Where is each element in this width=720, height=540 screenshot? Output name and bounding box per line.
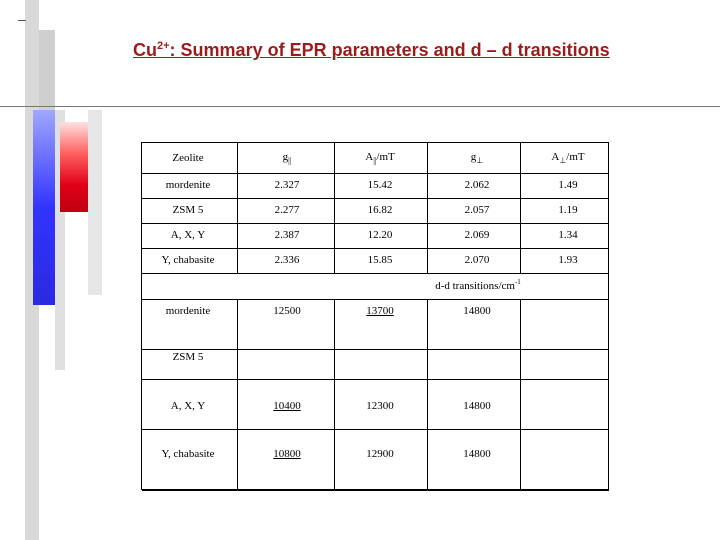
epr-value: 15.85 [367,254,393,266]
title-charge: 2+ [157,40,170,52]
dd-value: 12300 [366,400,394,412]
table-rule [427,299,428,490]
epr-value: 1.19 [558,204,578,216]
decor-bar-blue [33,110,55,305]
epr-value: 12.20 [367,229,393,241]
decor-bar-gray [88,110,102,295]
table-rule [237,299,238,490]
dd-value: 10400 [273,400,301,412]
header-g-perp: $g_\perp$ [470,150,484,166]
table-rule [142,490,609,491]
epr-value: 2.070 [464,254,490,266]
epr-value: 2.336 [274,254,300,266]
dd-value: 12500 [273,305,301,317]
dd-value: 14800 [463,305,491,317]
table-rule [520,143,521,273]
epr-value: 1.34 [558,229,578,241]
epr-value: 16.82 [367,204,393,216]
table-rule [142,273,609,274]
epr-zeolite-name: ZSM 5 [172,204,204,216]
slide-title [133,40,610,61]
epr-value: 2.277 [274,204,300,216]
table-rule [334,299,335,490]
epr-table [141,142,609,490]
table-rule [142,198,609,199]
table-rule [142,223,609,224]
title-ion: Cu [133,40,157,60]
table-rule [142,248,609,249]
header-a-parallel: $A_{||}/mT$ [365,150,395,166]
dd-value: 14800 [463,448,491,460]
dd-zeolite-name: ZSM 5 [172,351,204,363]
epr-value: 1.49 [558,179,578,191]
dd-zeolite-name: mordenite [165,305,211,317]
dd-value: 13700 [366,305,394,317]
epr-value: 1.93 [558,254,578,266]
decor-tick [18,20,26,21]
table-rule [142,173,609,174]
table-rule [237,143,238,273]
table-rule [142,429,609,430]
dd-value: 12900 [366,448,394,460]
table-rule [142,349,609,350]
decor-rule [0,106,720,107]
dd-transitions-label: d-d transitions/$cm^{-1}$ [435,278,521,292]
table-rule [142,299,609,300]
dd-value: 14800 [463,400,491,412]
epr-value: 2.387 [274,229,300,241]
header-a-perp: $A_\perp/mT$ [551,150,585,166]
epr-zeolite-name: Y, chabasite [161,254,215,266]
epr-value: 2.062 [464,179,490,191]
epr-value: 15.42 [367,179,393,191]
table-rule [520,299,521,490]
header-g-parallel: $g_{||}$ [282,150,292,166]
table-rule [334,143,335,273]
dd-zeolite-name: A, X, Y [170,400,206,412]
header-zeolite: Zeolite [172,152,204,164]
table-rule [427,143,428,273]
epr-zeolite-name: mordenite [165,179,211,191]
dd-zeolite-name: Y, chabasite [161,448,215,460]
decor-bar-red [60,122,88,212]
epr-value: 2.057 [464,204,490,216]
title-text: : Summary of EPR parameters and d – d transitions [169,40,610,60]
epr-zeolite-name: A, X, Y [170,229,206,241]
epr-value: 2.327 [274,179,300,191]
dd-value: 10800 [273,448,301,460]
table-rule [142,379,609,380]
epr-value: 2.069 [464,229,490,241]
